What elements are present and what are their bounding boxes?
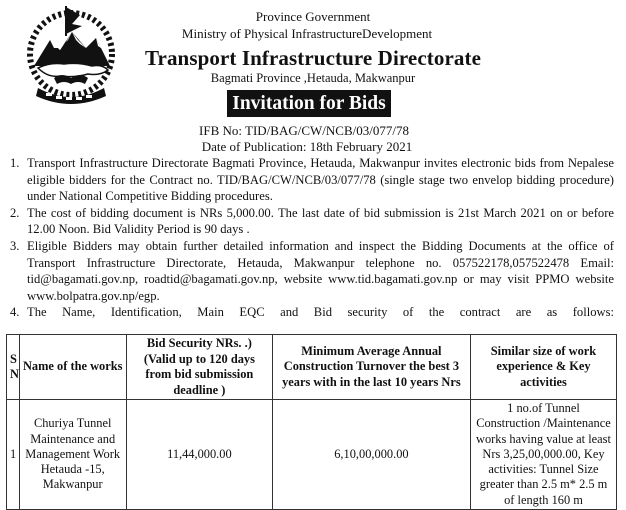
notice-item-number: 2. [10, 205, 20, 220]
cell-name-of-works: Churiya Tunnel Maintenance and Management Work Hetauda -15, Makwanpur [19, 400, 126, 510]
notice-items [10, 155, 614, 321]
notice-item-4 [10, 304, 614, 321]
notice-item-text: The Name, Identification, Main EQC and Bid security of the contract are as follows: [27, 305, 614, 320]
works-table [6, 334, 617, 510]
notice-item-text: Transport Infrastructure Directorate Bagmati Province, Hetauda, Makwanpur invites electronic bids from Nepalese eligible bidders for the Contract no. TID/BAG/CW/NCB/03/077/78 (single stage two envelop bidding procedure) under National Competitive Bidding procedures. [27, 156, 614, 204]
header-sn: S N [7, 335, 20, 400]
header-name-of-works: Name of the works [19, 335, 126, 400]
notice-item-text: Eligible Bidders may obtain further detailed information and inspect the Bidding Documents at the office of Transport Infrastructure Directorate, Hetauda, Makwanpur telephone no. 057522178,057522478 Email: tid@bagamati.gov.np, roadtid@bagamati.gov.np, website www.tid.bagamati.gov.np or may visit PPMO website www.bolpatra.gov.np/egp. [27, 238, 614, 303]
header-experience: Similar size of work experience & Key activities [470, 335, 616, 400]
header-location: Bagmati Province ,Hetauda, Makwanpur [210, 71, 416, 85]
notice-item-1 [10, 155, 614, 205]
notice-item-number: 1. [10, 156, 20, 170]
cell-turnover: 6,10,00,000.00 [272, 400, 470, 510]
header-ministry: Ministry of Physical InfrastructureDevelopment [181, 26, 433, 41]
header-bid-security: Bid Security NRs. .) (Valid up to 120 days from bid submission deadline ) [126, 335, 272, 400]
header-province-government: Province Government [255, 9, 371, 24]
notice-title-banner: Invitation for Bids [227, 90, 391, 117]
cell-experience: 1 no.of Tunnel Construction /Maintenance works having value at least Nrs 3,25,00,000.00, Key activities: Tunnel Size greater than 2.5 m* 2.5 m of length 160 m [470, 400, 616, 510]
notice-item-3 [10, 238, 614, 304]
ifb-number: IFB No: TID/BAG/CW/NCB/03/077/78 [199, 123, 409, 138]
publication-date: Date of Publication: 18th February 2021 [201, 139, 413, 154]
notice-item-text: The cost of bidding document is NRs 5,000.00. The last date of bid submission is 21st March 2021 on or before 12.00 Noon. Bid Validity Period is 90 days . [27, 205, 614, 237]
header-turnover: Minimum Average Annual Construction Turnover the best 3 years with in the last 10 years Nrs [272, 335, 470, 400]
notice-item-2 [10, 205, 614, 238]
table-row [7, 400, 617, 510]
table-header-row [7, 335, 617, 400]
cell-bid-security: 11,44,000.00 [126, 400, 272, 510]
header-directorate: Transport Infrastructure Directorate [144, 46, 481, 70]
notice-item-number: 4. [10, 305, 20, 320]
cell-sn: 1 [7, 400, 20, 510]
notice-item-number: 3. [10, 238, 20, 253]
